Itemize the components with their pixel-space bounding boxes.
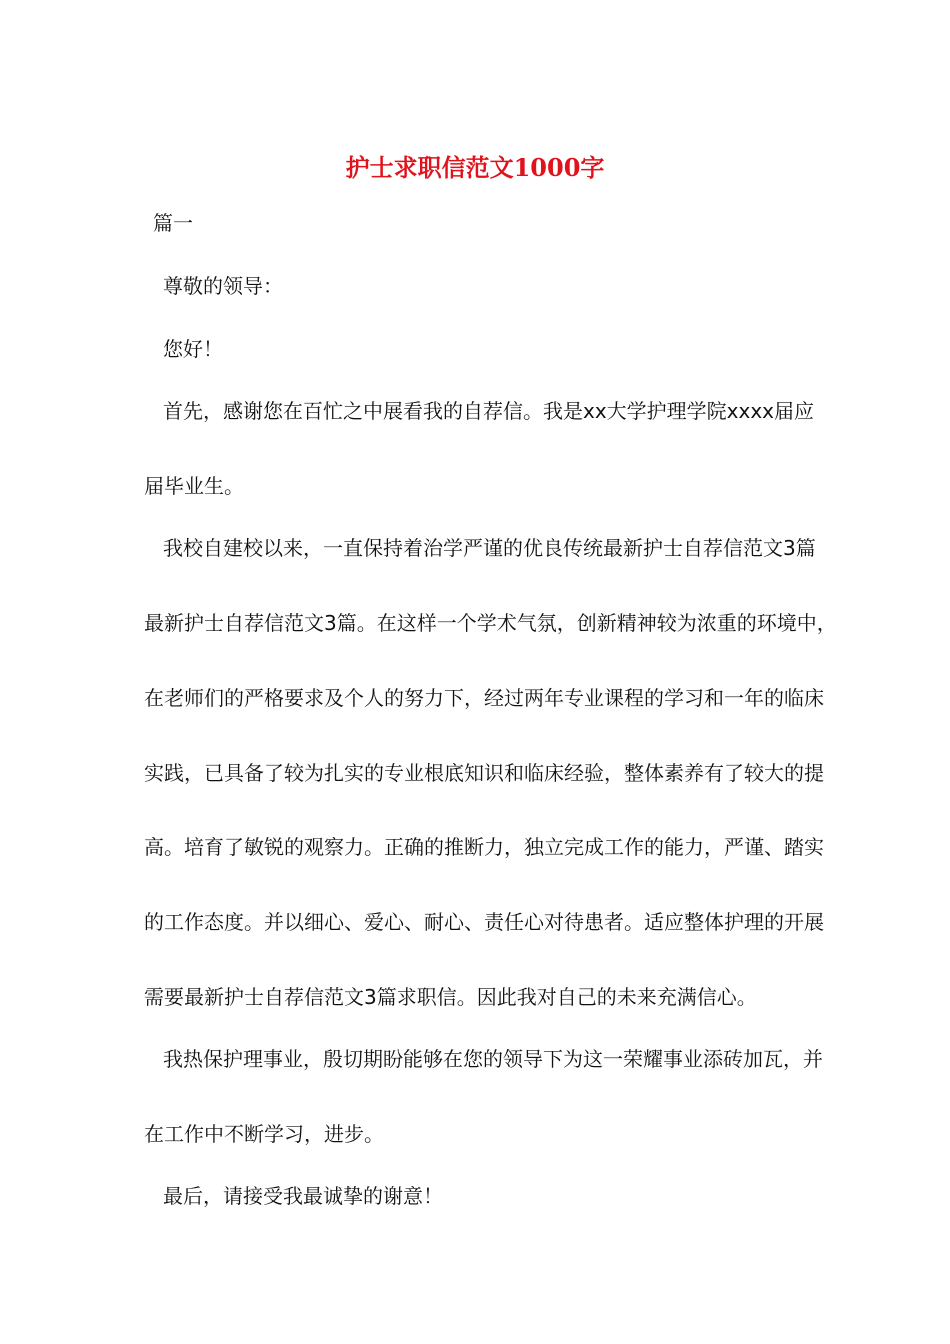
paragraph-line: 实践，已具备了较为扎实的专业根底知识和临床经验，整体素养有了较大的提 [144,761,824,785]
paragraph-line: 我校自建校以来，一直保持着治学严谨的优良传统最新护士自荐信范文3篇 [163,536,816,560]
paragraph-line: 首先，感谢您在百忙之中展看我的自荐信。我是xx大学护理学院xxxx届应 [163,399,815,423]
closing-line: 最后，请接受我最诚挚的谢意！ [163,1184,443,1208]
greeting: 您好！ [163,337,223,361]
document-title: 护士求职信范文1000字 [345,153,605,182]
paragraph-line: 的工作态度。并以细心、爱心、耐心、责任心对待患者。适应整体护理的开展 [144,910,824,934]
paragraph-line: 届毕业生。 [144,474,244,498]
paragraph-line: 在老师们的严格要求及个人的努力下，经过两年专业课程的学习和一年的临床 [144,686,824,710]
paragraph-line: 我热保护理事业，殷切期盼能够在您的领导下为这一荣耀事业添砖加瓦，并 [163,1047,823,1071]
paragraph-line: 需要最新护士自荐信范文3篇求职信。因此我对自己的未来充满信心。 [144,985,757,1009]
salutation: 尊敬的领导： [163,274,283,298]
section-heading: 篇一 [153,211,193,235]
paragraph-line: 在工作中不断学习，进步。 [144,1122,384,1146]
paragraph-line: 高。培育了敏锐的观察力。正确的推断力，独立完成工作的能力，严谨、踏实 [144,835,824,859]
paragraph-line: 最新护士自荐信范文3篇。在这样一个学术气氛，创新精神较为浓重的环境中， [144,611,837,635]
